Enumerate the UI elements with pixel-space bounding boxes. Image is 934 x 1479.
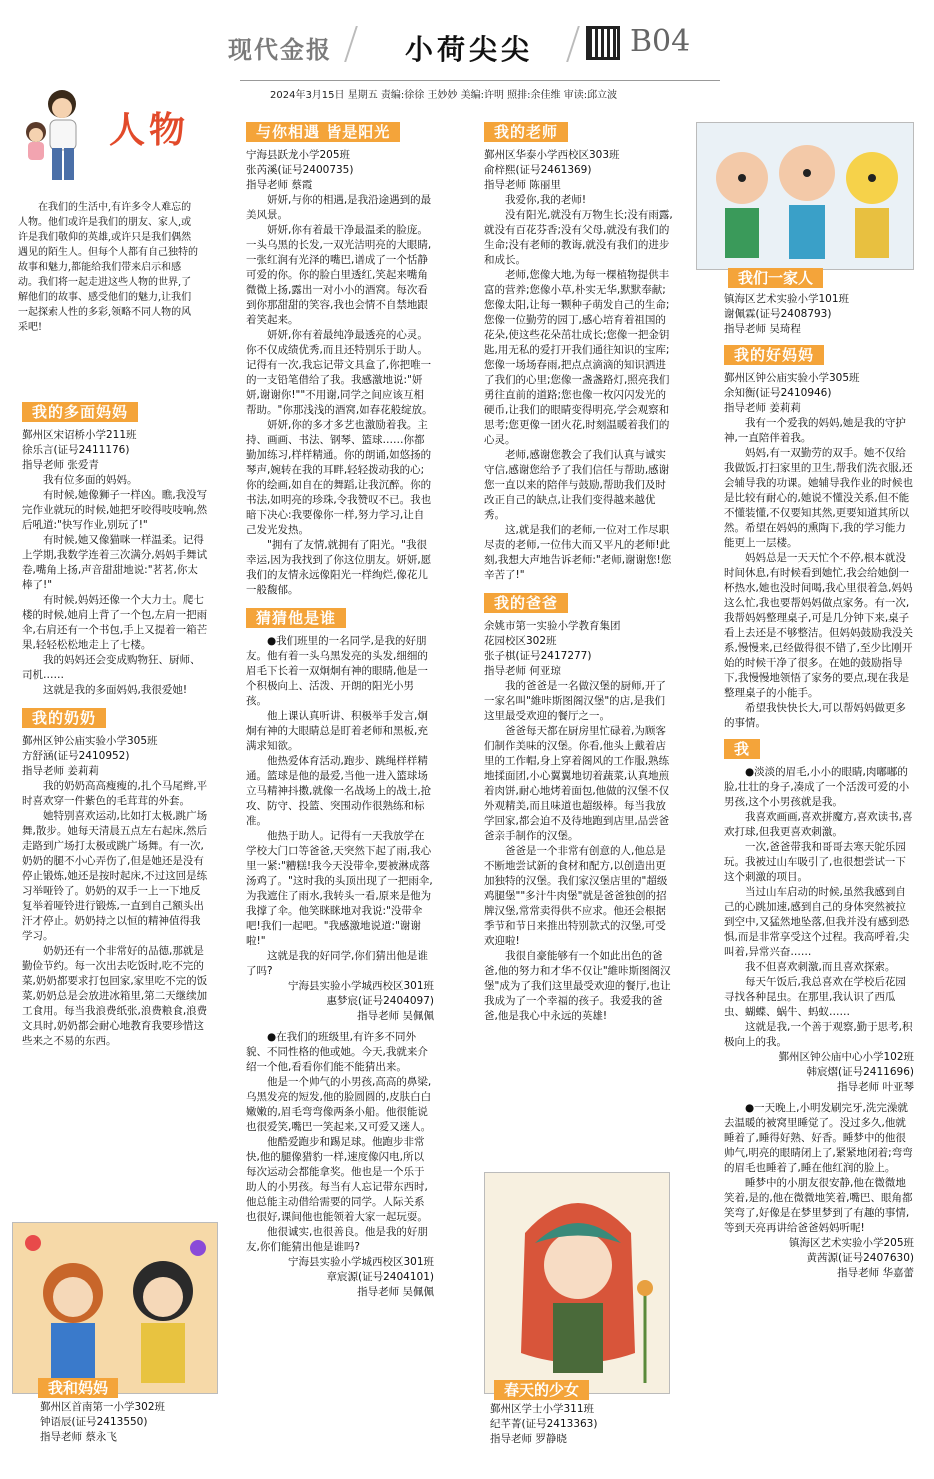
intro-text: 在我们的生活中,有许多令人难忘的人物。他们或许是我们的朋友、家人,或许是我们敬仰的英雄,或许只是我们偶然遇见的陌生人。但每个人都有自己独特的故事和魅力,都能给我们带来启示和感动。我们将一起走进这些人物的世界,了解他们的故事、感受他们的魅力,让我们一起探索人性的多彩,领略不同人物的风采吧!: [18, 202, 198, 333]
article-author: 鄞州区钟公庙实验小学305班 余知衡(证号2410946) 指导老师 姜莉莉: [724, 372, 860, 414]
article-author: 鄞州区华泰小学西校区303班 俞梓熙(证号2461369) 指导老师 陈丽里: [484, 149, 620, 191]
article-author: 鄞州区宋诏桥小学211班 徐乐言(证号2411176) 指导老师 张爱青: [22, 429, 137, 471]
children-illustration-icon: [14, 82, 114, 192]
intro-title: 人物: [109, 110, 190, 151]
article-author: 宁海县实验小学城西校区301班 惠梦宸(证号2404097) 指导老师 吴佩佩: [287, 980, 434, 1022]
article-author: 鄞州区钟公庙实验小学305班 方舒涵(证号2410952) 指导老师 姜莉莉: [22, 735, 158, 777]
article-heading: 我的多面妈妈: [22, 402, 138, 422]
artwork-icon: [485, 1173, 670, 1394]
article-heading: 我: [724, 739, 760, 759]
artwork-icon: [697, 123, 914, 270]
masthead: [180, 18, 740, 78]
article-heading: 与你相遇 皆是阳光: [246, 122, 400, 142]
article-author: 镇海区艺术实验小学205班 黄茜源(证号2407630) 指导老师 华嘉蕾: [788, 1237, 914, 1279]
divider: [344, 26, 358, 62]
article-author: 鄞州区钟公庙中心小学102班 韩宸熠(证号2411696) 指导老师 叶亚琴: [778, 1051, 914, 1093]
article-author: 宁海县跃龙小学205班 张芮溪(证号2400735) 指导老师 蔡霞: [246, 149, 354, 191]
intro-text-box: [18, 200, 198, 335]
article-author: 宁海县实验小学城西校区301班 章宸源(证号2404101) 指导老师 吴佩佩: [287, 1256, 434, 1298]
article-heading: 我的爸爸: [484, 593, 568, 613]
article-heading: 我的奶奶: [22, 708, 106, 728]
column-3: 我的老师 鄞州区华泰小学西校区303班 俞梓熙(证号2461369) 指导老师 陈丽里 我爱你,我的老师! 没有阳光,就没有万物生长;没有雨露,就没有百花芬香;没有父母,就没有我们的生命;没有老师的教诲,就没有我们的进步和成长。 老师,您像大地,为每一棵植物提供丰富的营养;您像小草,朴实无华,默默奉献;您像太阳,让每一颗种子萌发自己的生命;您像一位勤劳的园丁,感心培育着祖国的花朵,使这些花朵茁壮成长;您像一把金钥匙,用无私的爱打开我们通往知识的宝库;您像一场场春雨,把点点滴滴的知识洒进了我们的心里;您像一盏盏路灯,照亮我们勇往直前的道路;您也像一枚闪闪发光的硬币,让我们的眼睛变得明亮,学会观察和思考;您更像一团火花,时刻温暖着我们的心灵。 老师,感谢您教会了我们认真与诚实守信,感谢您给予了我们信任与帮助,感谢您一直以来的陪伴与鼓励,帮助我们及时改正自己的缺点,让我们变得越来越优秀。 这,就是我们的老师,一位对工作尽职尽责的老师,一位伟大而又平凡的老师!此刻,我想大声地告诉老师:"老师,谢谢您!您辛苦了!" 我的爸爸 余姚市第一实验小学教育集团 花园校区302班 张子棋(证号2417277) 指导老师 何亚琼 我的爸爸是一名做汉堡的厨师,开了一家名叫"維咔斯图阁汉堡"的店,是我们这里最受欢迎的餐厅之一。 爸爸每天都在厨房里忙碌着,为顾客们制作美味的汉堡。你看,他头上戴着店里的工作帽,身上穿着阁风的工作服,熟练地揉面团,小心翼翼地切着蔬菜,认真地煎着肉饼,耐心地烤着面包,他做的汉堡不仅外观精美,而且味道也超级棒。每当我放学回家,都会迫不及待地跑到店里,品尝爸爸亲手制作的汉堡。 爸爸是一个非常有创意的人,他总是不断地尝试新的食材和配方,以创造出更加独特的汉堡。我们家汉堡店里的"超级鸡腿堡""多汁牛肉堡"就是爸爸独创的招牌汉堡,常常卖得供不应求。他还会根据季节和节日来推出特别款式的汉堡,可受欢迎啦! 我很自豪能够有一个如此出色的爸爸,他的努力和才华不仅让"維咔斯图阁汉堡"成为了我们这里最受欢迎的餐厅,也让我成为了一个幸福的孩子。我爱我的爸爸,他是我心中永远的英雄!: [484, 123, 673, 1022]
column-2: 与你相遇 皆是阳光 宁海县跃龙小学205班 张芮溪(证号2400735) 指导老师 蔡霞 妍妍,与你的相遇,是我沿途遇到的最美风景。 妍妍,你有着最干净最温柔的脸庞。一头乌黑的长发,一双光洁明亮的大眼睛,一张红润有光泽的嘴巴,谱成了一个恬静可爱的你。你的脸白里透红,笑起来嘴角微微上扬,露出一对小小的酒窝。每次看到你那甜甜的笑容,我也会情不自禁地跟着笑起来。 妍妍,你有着最纯净最透亮的心灵。你不仅成绩优秀,而且还特别乐于助人。记得有一次,我忘记带文具盒了,你把唯一的一支铅笔借给了我。我感激地说:"妍妍,谢谢你!""不用谢,同学之间应该互相帮助。"你那浅浅的酒窝,如春花般绽放。 妍妍,你的多才多艺也激励着我。主持、画画、书法、钢琴、篮球……你都勤加练习,样样精通。你的朗诵,如悠扬的琴声,婉转在我的耳畔,轻轻拨动我的心;你的绘画,如自在的舞蹈,让我沉醉。你的书法,如明亮的珍珠,令我赞叹不已。我也暗下决心:我要像你一样,努力学习,让自己发光发热。 "拥有了友情,就拥有了阳光。"我很幸运,因为我找到了你这位朋友。妍妍,愿我们的友情永远像阳光一样绚烂,像花儿一般馥郁。 猜猜他是谁 ●我们班里的一名同学,是我的好朋友。他有着一头乌黑发亮的头发,细细的眉毛下长着一双炯炯有神的眼睛,他是一个积极向上、活泼、开朗的阳光小男孩。 他上课认真听讲、积极举手发言,炯炯有神的大眼睛总是盯着老师和黑板,充满求知欲。 他热爱体育活动,跑步、跳绳样样精通。篮球是他的最爱,当他一进入篮球场立马精神抖擞,就像一名战场上的战士,抢攻、防守、投篮、突围动作很熟练和标准。 他热于助人。记得有一天我放学在学校大门口等爸爸,天突然下起了雨,我心里一紧:"糟糕!我今天没带伞,要被淋成落汤鸡了。"这时我的头顶出现了一把雨伞,为我遮住了雨水,我转头一看,原来是他为我撑了伞。他笑眯眯地对我说:"没带伞吧!我们一起吧。"我感激地说道:"谢谢啦!" 这就是我的好同学,你们猜出他是谁了吗? 宁海县实验小学城西校区301班 惠梦宸(证号2404097) 指导老师 吴佩佩 ●在我们的班级里,有许多不同外貌、不同性格的他或她。今天,我就来介绍一个他,看看你们能不能猜出来。 他是一个帅气的小男孩,高高的鼻梁,乌黑发亮的短发,他的脸圆圆的,皮肤白白嫩嫩的,眉毛弯弯像两条小船。他很能说也很爱笑,嘴巴一笑起来,又可爱又迷人。 他酷爱跑步和踢足球。他跑步非常快,他的腿像猎豹一样,速度像闪电,所以每次运动会都能拿奖。他也是一个乐于助人的小男孩。每当有人忘记带东西时,他总能主动借给需要的同学。人际关系也很好,课间他也能领着大家一起玩耍。 他很诚实,也很善良。他是我的好朋友,你们能猜出他是谁吗? 宁海县实验小学城西校区301班 章宸源(证号2404101) 指导老师 吴佩佩: [246, 123, 434, 1298]
article-heading: 我的老师: [484, 122, 568, 142]
artwork-icon: [13, 1223, 218, 1394]
section-name: 小荷尖尖: [405, 33, 534, 66]
artwork-title: 我和妈妈: [38, 1378, 118, 1398]
article-heading: 猜猜他是谁: [246, 608, 346, 628]
artwork-credit: 镇海区艺术实验小学101班 谢佩霖(证号2408793) 指导老师 吴琦程: [724, 293, 850, 335]
column-1: 我的多面妈妈 鄞州区宋诏桥小学211班 徐乐言(证号2411176) 指导老师 张爱青 我有位多面的妈妈。 有时候,她像狮子一样凶。瞧,我没写完作业就玩的时候,她把牙咬得吱吱响,然后吼道:"快写作业,别玩了!" 有时候,她又像猫咪一样温柔。记得上学期,我数学连着三次满分,妈妈手舞试卷,嘴角上扬,声音甜甜地说:"茗茗,你太棒了!" 有时候,妈妈还像一个大力士。爬七楼的时候,她肩上背了一个包,左肩一把雨伞,右肩还有一个书包,手上又提着一箱芒果,轻轻松松地走上了七楼。 我的妈妈还会变成购物狂、厨师、司机…… 这就是我的多面妈妈,我很爱她! 我的奶奶 鄞州区钟公庙实验小学305班 方舒涵(证号2410952) 指导老师 姜莉莉 我的奶奶高高瘦瘦的,扎个马尾辫,平时喜欢穿一件紫色的毛茸茸的外套。 她特别喜欢运动,比如打太极,跳广场舞,散步。她每天清晨五点左右起床,然后走路到广场打太极或跳广场舞。有一次,奶奶的腿不小心弄伤了,但是她还是没有停止锻炼,她还是按时起床,不过这回是练习举哑铃了。奶奶的双手一上一下地反复举着哑铃进行锻炼,一直到自己额头出汗才停止。奶奶持之以恒的精神值得我学习。 奶奶还有一个非常好的品德,那就是勤俭节约。每一次出去吃饭时,吃不完的菜,奶奶都要求打包回家,家里吃不完的饭菜,奶奶总是会放进冰箱里,第二天继续加工食用。每当我浪费纸张,浪费粮食,浪费文具时,奶奶都会耐心地教育我要珍惜这些来之不易的东西。: [22, 403, 208, 1047]
drawing-me-and-mom: [12, 1222, 218, 1394]
drawing-spring-girl: [484, 1172, 670, 1394]
article-heading: 我的好妈妈: [724, 345, 824, 365]
article-author: 余姚市第一实验小学教育集团 花园校区302班 张子棋(证号2417277) 指导老师 何亚琼: [484, 620, 621, 677]
divider: [566, 26, 580, 62]
clay-family-artwork: [696, 122, 914, 270]
column-4: 镇海区艺术实验小学101班 谢佩霖(证号2408793) 指导老师 吴琦程 我的好妈妈 鄞州区钟公庙实验小学305班 余知衡(证号2410946) 指导老师 姜莉莉 我有一个爱我的妈妈,她是我的守护神,一直陪伴着我。 妈妈,有一双勤劳的双手。她不仅给我做饭,打扫家里的卫生,帮我们洗衣服,还会辅导我的功课。她辅导我作业的时候也是比较有耐心的,她说不懂没关系,但不能不懂装懂,不仅要知其然,更要知道其所以然。希望在妈妈的熏陶下,我的学习能力能更上一层楼。 妈妈总是一天天忙个不停,根本就没时间休息,有时候看到她忙,我会给她倒一杯热水,她也没时间喝,我心里很着急,妈妈这么忙,我也要帮妈妈做点家务。有一次,我帮妈妈整理桌子,可是几分钟下来,桌子看上去还是不够整洁。但妈妈鼓励我没关系,慢慢来,已经做得很不错了,至少比刚开始的时候干净了很多。在她的鼓励指导下,我慢慢地领悟了家务的要点,现在我是整理桌子的小能手。 希望我快快长大,可以帮妈妈做更多的事情。 我 ●淡淡的眉毛,小小的眼睛,肉嘟嘟的脸,壮壮的身子,凑成了一个活泼可爱的小男孩,这个小男孩就是我。 我喜欢画画,喜欢拼魔方,喜欢读书,喜欢打球,但我更喜欢刺激。 一次,爸爸带我和哥哥去寒天鸵乐园玩。我被过山车吸引了,也很想尝试一下这个刺激的项目。 当过山车启动的时候,虽然我感到自己的心跳加速,感到自己的身体突然被拉到空中,又猛然地坠落,但我并没有感到恐惧,而是非常享受这个过程。我高呼着,尖叫着,异常兴奋…… 我不但喜欢刺激,而且喜欢探索。 每天午饭后,我总喜欢在学校后花园寻找各种昆虫。在那里,我认识了西瓜虫、蝴蝶、蜗牛、蚂蚁…… 这就是我,一个善于观察,勤于思考,积极向上的我。 鄞州区钟公庙中心小学102班 韩宸熠(证号2411696) 指导老师 叶亚琴 ●一天晚上,小明发刷完牙,洗完澡就去温暖的被窝里睡觉了。没过多久,他就睡着了,睡得好熟、好香。睡梦中的他很帅气,明亮的眼睛闭上了,紧紧地闭着;弯弯的眉毛也睡着了,睡在他红润的脸上。 睡梦中的小朋友很安静,他在微微地笑着,是的,他在微微地笑着,嘴巴、眼角都笑弯了,好像是在梦里梦到了有趣的事情,等到天亮再讲给爸爸妈妈听呢! 镇海区艺术实验小学205班 黄茜源(证号2407630) 指导老师 华嘉蕾: [724, 293, 914, 1279]
intro-illustration: [14, 82, 204, 192]
artwork-credit: 鄞州区学士小学311班 纪芊菁(证号2413363) 指导老师 罗静晓: [490, 1403, 598, 1445]
artwork-title: 春天的少女: [494, 1380, 589, 1400]
header-rule: [240, 80, 720, 81]
artwork-credit: 鄞州区首南第一小学302班 钟语辰(证号2413550) 指导老师 蔡永飞: [40, 1401, 166, 1443]
artwork-title: 我们一家人: [728, 268, 823, 288]
qr-code-icon: [586, 26, 620, 60]
issue-info-line: 2024年3月15日 星期五 责编:徐徐 王妙妙 美编:许明 照排:余佳维 审读:邱立波: [270, 90, 618, 101]
paper-name: 现代金报: [228, 36, 332, 64]
page-number: B04: [630, 24, 691, 59]
